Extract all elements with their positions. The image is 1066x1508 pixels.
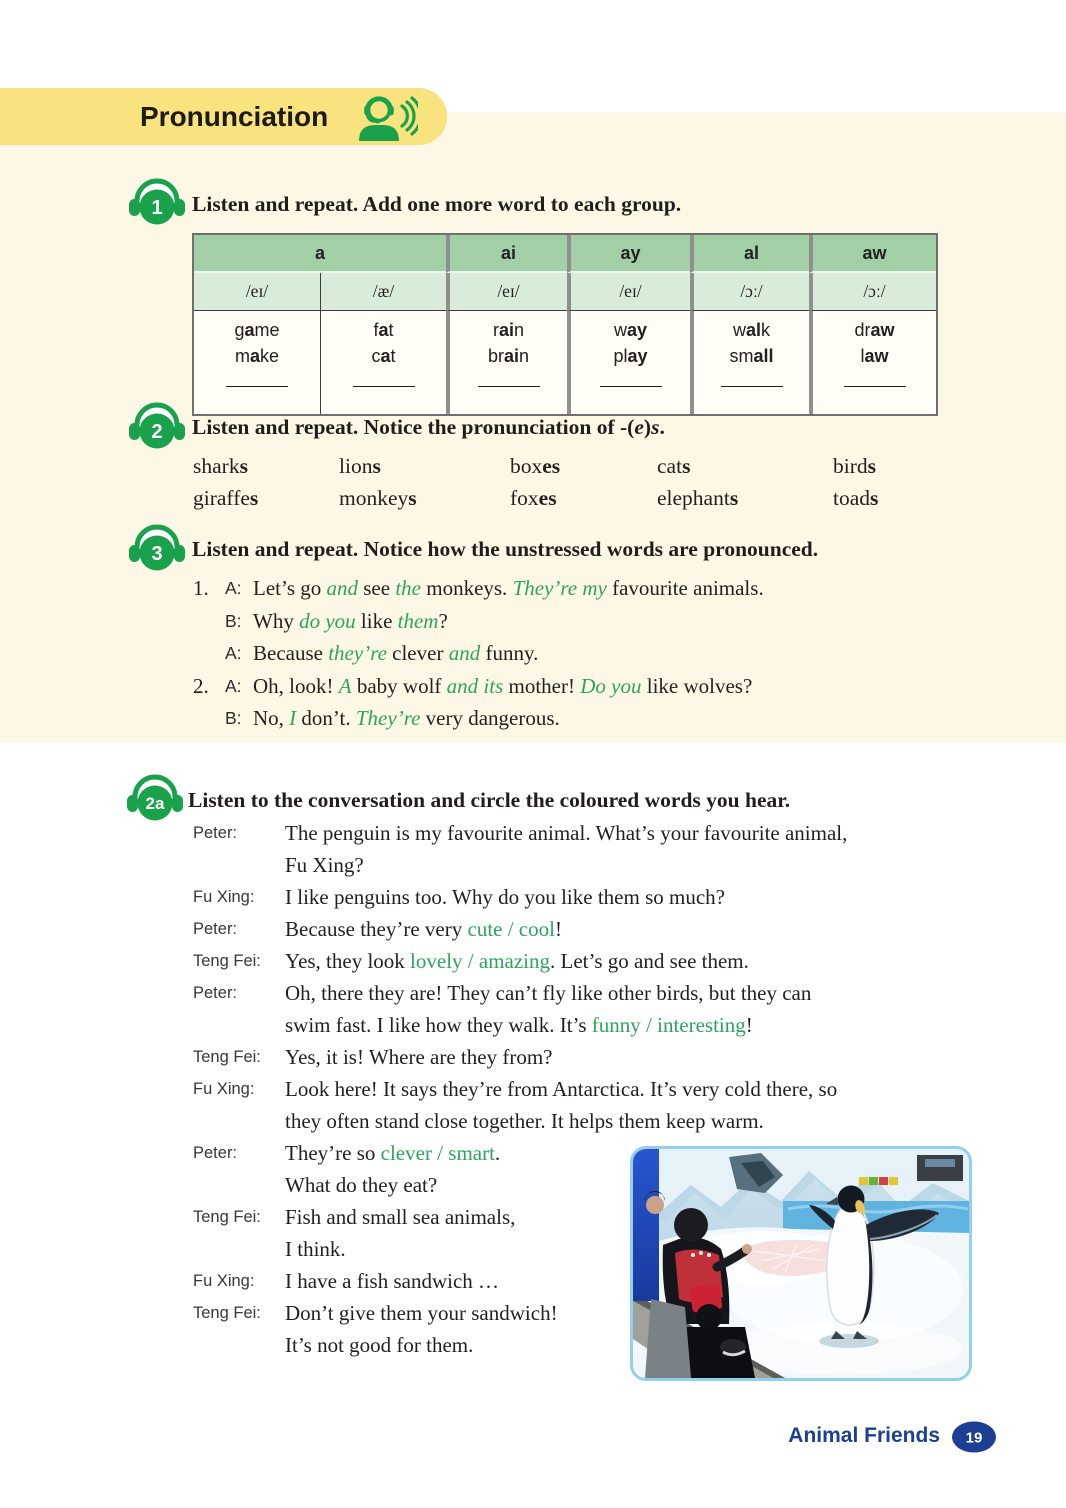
text-segment: Because they’re very (285, 917, 468, 941)
section1-instruction: Listen and repeat. Add one more word to each group. (192, 192, 682, 216)
text-segment: they often stand close together. It helps them keep warm. (285, 1109, 764, 1133)
answer-blank (721, 385, 783, 387)
ipa-symbol: /æ/ (320, 273, 446, 311)
pronunciation-table (192, 233, 938, 416)
coloured-word: They’re my (512, 576, 607, 600)
coloured-word: cute / cool (467, 917, 555, 941)
dialogue-number (193, 637, 225, 670)
word: brain (487, 346, 530, 366)
speaker-name: Peter: (193, 1144, 238, 1162)
plural-words-grid (193, 450, 983, 514)
coloured-word: do you (299, 608, 356, 633)
conversation-line (193, 913, 983, 945)
speaker-name (193, 1329, 285, 1361)
table-letter-header: ay (567, 235, 690, 273)
svg-text:3: 3 (151, 543, 163, 565)
text-segment: Listen and repeat. Notice the pronunciation of -( (192, 415, 635, 439)
word: boxes (510, 454, 561, 478)
text-segment: clever (386, 641, 449, 665)
word: lions (339, 454, 381, 478)
penguin-photo-art (633, 1149, 969, 1378)
plural-words-row (193, 482, 983, 514)
unit-title: Animal Friends (788, 1424, 940, 1447)
coloured-word: and (448, 641, 481, 665)
coloured-word: and its (446, 673, 504, 698)
text-segment: mother! (503, 673, 581, 698)
text-segment: Fish and small sea animals, (285, 1205, 516, 1229)
text-segment: Fu Xing? (285, 853, 364, 877)
text-segment: ! (554, 917, 562, 941)
word: giraffes (193, 486, 259, 510)
example-words-cell (194, 311, 320, 414)
text-segment: . (659, 415, 665, 439)
dialogue-line (193, 605, 973, 638)
speaker-name (193, 1233, 285, 1265)
example-words-cell (320, 311, 446, 414)
dialogue-text (253, 670, 973, 703)
example-words-cell (567, 311, 690, 414)
coloured-word: lovely / amazing (410, 949, 551, 973)
page-number: 19 (965, 1429, 983, 1447)
plural-words-row (193, 450, 983, 482)
conversation-line (193, 945, 983, 977)
coloured-word: A (338, 673, 352, 698)
coloured-word: I (289, 706, 297, 730)
conversation-line (193, 1073, 983, 1105)
text-segment: ? (438, 608, 448, 633)
text-segment: Yes, it is! Where are they from? (285, 1045, 553, 1069)
text-segment: It’s not good for them. (285, 1333, 474, 1357)
svg-text:1: 1 (151, 197, 163, 219)
speaker-name: Teng Fei: (193, 1304, 261, 1322)
speaker-name (193, 1009, 285, 1041)
dialogue-text (253, 605, 973, 638)
audio-badge-2 (128, 402, 186, 454)
answer-blank (600, 385, 662, 387)
conversation-line (193, 817, 983, 849)
speaker-letter: A: (225, 578, 242, 598)
word: way (613, 320, 648, 340)
conversation-text (285, 849, 983, 881)
dialogue-line (193, 572, 973, 605)
speaker-name (193, 1105, 285, 1137)
word: walk (732, 320, 770, 340)
conversation-line (193, 1041, 983, 1073)
text-segment: . (494, 1141, 501, 1165)
text-segment: The penguin is my favourite animal. What’s your favourite animal, (285, 821, 848, 845)
text-segment: monkeys. (420, 576, 513, 600)
speaker-name: Fu Xing: (193, 1080, 255, 1098)
text-segment: I like penguins too. Why do you like them so much? (285, 885, 725, 909)
dialogue-line (193, 702, 973, 735)
dialogue-number: 1. (193, 576, 209, 600)
word: game (234, 320, 280, 340)
text-segment: Why (253, 608, 300, 633)
word: cats (657, 454, 691, 478)
coloured-word: funny / interesting (591, 1013, 746, 1037)
text-segment: Because (253, 641, 329, 665)
ipa-symbol: /eɪ/ (194, 273, 320, 311)
text-segment: What do they eat? (285, 1173, 438, 1197)
speaker-letter: A: (225, 675, 242, 696)
text-segment: Don’t give them your sandwich! (285, 1301, 558, 1325)
conversation-text (285, 977, 983, 1009)
dialogue-number (193, 702, 225, 735)
speaker-letter: A: (225, 643, 242, 663)
coloured-word: them (397, 608, 439, 633)
speaker-name: Teng Fei: (193, 1048, 261, 1066)
text-segment: I think. (285, 1237, 346, 1261)
text-segment: ) (643, 415, 652, 439)
text-segment: s (651, 415, 660, 439)
speaker-name: Fu Xing: (193, 888, 255, 906)
conversation-line (193, 1009, 983, 1041)
speaker-name: Fu Xing: (193, 1272, 255, 1290)
section2a-instruction: Listen to the conversation and circle the coloured words you hear. (188, 788, 791, 812)
word: cat (371, 346, 396, 366)
section2-instruction (192, 415, 665, 440)
dialogue-number (193, 605, 225, 638)
ipa-symbol: /eɪ/ (446, 273, 567, 311)
word: small (729, 346, 774, 366)
word: fat (373, 320, 394, 340)
text-segment: like (355, 608, 398, 633)
ipa-symbol: /ɔː/ (809, 273, 936, 311)
word: make (234, 346, 280, 366)
penguin-aquarium-photo (630, 1146, 972, 1381)
table-letter-header: ai (446, 235, 567, 273)
dialogue-text (253, 572, 973, 605)
coloured-word: They’re (355, 706, 421, 730)
conversation-text (285, 1009, 983, 1041)
coloured-word: and (326, 576, 358, 600)
table-letter-header: al (690, 235, 809, 273)
text-segment: I have a fish sandwich … (285, 1269, 500, 1293)
section3-instruction: Listen and repeat. Notice how the unstressed words are pronounced. (192, 537, 819, 561)
text-segment: ! (745, 1013, 753, 1037)
conversation-text (285, 913, 983, 945)
text-segment: Oh, look! (253, 673, 339, 698)
answer-blank (478, 385, 540, 387)
text-segment: funny. (480, 641, 539, 665)
speaker-name (193, 1169, 285, 1201)
text-segment: Yes, they look (285, 949, 411, 973)
conversation-line (193, 881, 983, 913)
answer-blank (353, 385, 415, 387)
example-words-cell (446, 311, 567, 414)
word: foxes (510, 486, 557, 510)
dialogue-number: 2. (193, 673, 209, 698)
conversation-text (285, 881, 983, 913)
pronunciation-banner (0, 88, 447, 145)
example-words-cell (809, 311, 936, 414)
unstressed-dialogue (193, 572, 973, 735)
speaker-name: Teng Fei: (193, 952, 261, 970)
speaker-name: Peter: (193, 984, 238, 1002)
audio-badge-1 (128, 178, 186, 230)
coloured-word: clever / smart (380, 1141, 495, 1165)
word: law (860, 346, 889, 366)
text-segment: like wolves? (641, 673, 753, 698)
dialogue-line (193, 670, 973, 703)
speaker-name: Peter: (193, 920, 238, 938)
speaker-name: Peter: (193, 824, 238, 842)
audio-badge-2a (126, 774, 184, 826)
table-letter-header: a (194, 235, 446, 273)
example-words-cell (690, 311, 809, 414)
text-segment: very dangerous. (420, 706, 560, 730)
conversation-text (285, 1041, 983, 1073)
text-segment: . Let’s go and see them. (550, 949, 749, 973)
text-segment: swim fast. I like how they walk. It’s (285, 1013, 592, 1037)
text-segment: e (634, 415, 644, 439)
audio-badge-3 (128, 524, 186, 576)
text-segment: don’t. (296, 706, 356, 730)
ipa-symbol: /eɪ/ (567, 273, 690, 311)
text-segment: No, (253, 706, 290, 730)
dialogue-text (253, 702, 973, 735)
coloured-word: Do you (580, 673, 642, 698)
text-segment: see (358, 576, 396, 600)
speaker-name: Teng Fei: (193, 1208, 261, 1226)
svg-text:2: 2 (151, 421, 163, 443)
page-title: Pronunciation (140, 101, 329, 132)
conversation-text (285, 1105, 983, 1137)
text-segment: baby wolf (351, 673, 447, 698)
text-segment: Oh, there they are! They can’t fly like other birds, but they can (285, 981, 812, 1005)
word: draw (854, 320, 895, 340)
word: sharks (193, 454, 248, 478)
svg-text:2a: 2a (145, 794, 165, 813)
conversation-text (285, 817, 983, 849)
headset-speaker-icon (352, 94, 418, 147)
page-number-badge (951, 1421, 997, 1458)
text-segment: They’re so (285, 1141, 381, 1165)
speaker-name (193, 849, 285, 881)
conversation-line (193, 977, 983, 1009)
speaker-letter: B: (225, 610, 242, 631)
dialogue-text (253, 637, 973, 670)
coloured-word: they’re (328, 641, 387, 665)
text-segment: Look here! It says they’re from Antarctica. It’s very cold there, so (285, 1077, 838, 1101)
conversation-line (193, 849, 983, 881)
conversation-line (193, 1105, 983, 1137)
word: play (613, 346, 648, 366)
conversation-text (285, 1073, 983, 1105)
answer-blank (844, 385, 906, 387)
word: monkeys (339, 486, 417, 510)
text-segment: favourite animals. (606, 576, 764, 600)
word: rain (492, 320, 525, 340)
word: elephants (657, 486, 739, 510)
speaker-letter: B: (225, 708, 242, 728)
answer-blank (226, 385, 288, 387)
dialogue-line (193, 637, 973, 670)
word: toads (833, 486, 879, 510)
text-segment: Let’s go (253, 576, 327, 600)
word: birds (833, 454, 877, 478)
conversation-text (285, 945, 983, 977)
table-letter-header: aw (809, 235, 936, 273)
coloured-word: the (395, 576, 421, 600)
ipa-symbol: /ɔː/ (690, 273, 809, 311)
